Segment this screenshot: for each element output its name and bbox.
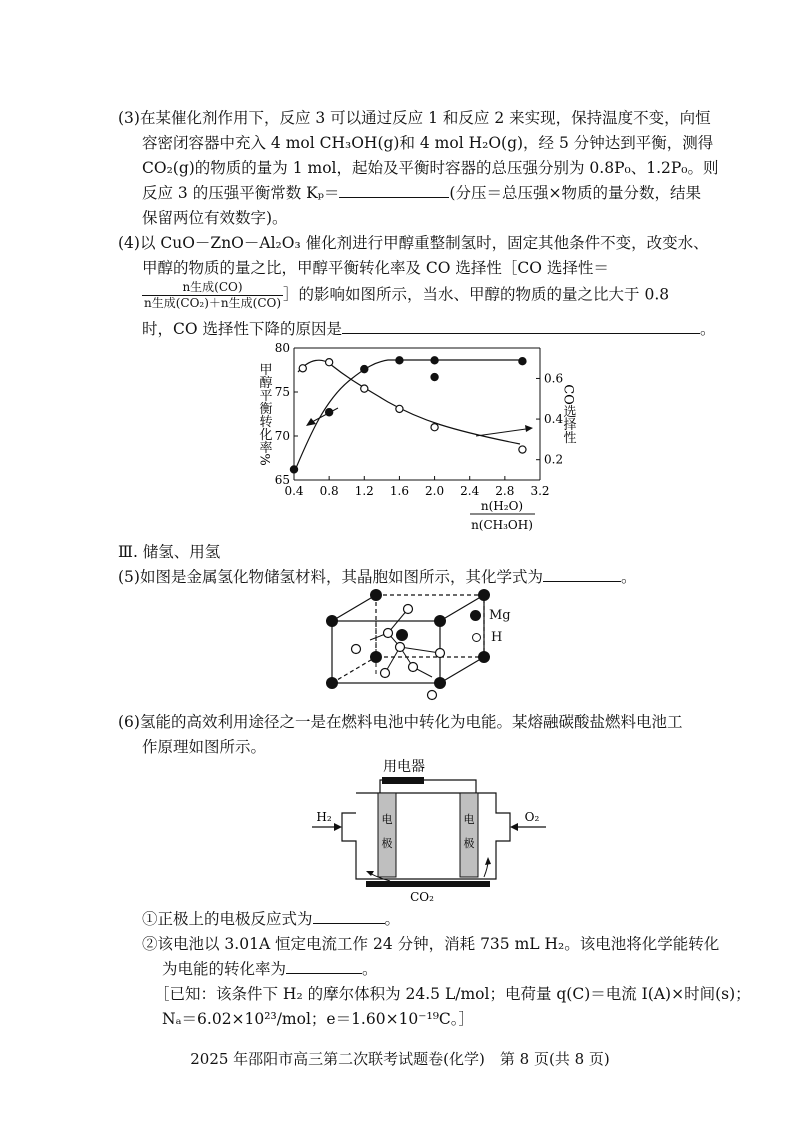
co2-arrowhead-right <box>485 857 491 865</box>
conversion-point <box>431 373 438 380</box>
q6-sub1 <box>118 907 742 932</box>
y-right-tick-label: 0.6 <box>544 371 564 386</box>
q3-line4a: 反应 3 的压强平衡常数 Kₚ＝ <box>142 184 340 202</box>
reason-answer-blank[interactable] <box>342 319 700 334</box>
conversion-point <box>519 358 526 365</box>
formula-answer-blank[interactable] <box>543 567 621 582</box>
fuel-cell-diagram <box>300 755 560 905</box>
mg-atom <box>396 629 408 641</box>
q3-line2: 容密闭容器中充入 4 mol CH₃OH(g)和 4 mol H₂O(g)，经 5 分钟达到平衡，测得 <box>142 134 714 152</box>
fraction-numerator: n生成(CO) <box>142 280 283 296</box>
mg-atom <box>326 615 338 627</box>
selectivity-point <box>431 424 438 431</box>
y-right-tick-label: 0.2 <box>544 452 564 467</box>
legend-mg-label: Mg <box>489 608 511 623</box>
h-atom <box>428 691 437 700</box>
legend-h <box>470 627 511 649</box>
electrode-left-char2: 极 <box>381 837 393 850</box>
q3-line4b: (分压＝总压强×物质的量分数，结果 <box>449 184 701 202</box>
q4-line4b: 。 <box>700 320 716 338</box>
x-label-numerator: n(H₂O) <box>480 499 524 513</box>
conversion-point <box>361 366 368 373</box>
electrode-right-char1: 电 <box>463 813 475 826</box>
h-atom <box>409 663 418 672</box>
q6-sub2-line2b: 。 <box>362 960 378 978</box>
conversion-point <box>290 466 297 473</box>
selectivity-point <box>396 405 403 412</box>
y-left-tick-label: 70 <box>274 429 290 443</box>
mg-atom <box>370 651 382 663</box>
x-tick-label: 0.8 <box>319 484 339 498</box>
x-tick-label: 1.2 <box>354 484 374 498</box>
crystal-legend <box>470 605 511 649</box>
o2-arrowhead <box>510 823 518 831</box>
selectivity-point <box>299 365 306 372</box>
x-label-denominator: n(CH₃OH) <box>471 518 533 532</box>
wire-right <box>424 780 476 793</box>
h2-arrowhead <box>334 823 342 831</box>
mg-atom <box>326 677 338 689</box>
q4-line3b: ］的影响如图所示，当水、甲醇的物质的量之比大于 0.8 <box>283 285 670 304</box>
bonds <box>370 609 440 677</box>
conversion-arrowhead <box>306 418 316 426</box>
page-footer: 2025 年邵阳市高三第二次联考试题卷(化学) 第 8 页(共 8 页) <box>190 1050 610 1068</box>
selectivity-curve <box>298 360 520 444</box>
q3-line1: (3)在某催化剂作用下，反应 3 可以通过反应 1 和反应 2 来实现，保持温度不变，向恒 <box>118 109 711 127</box>
fraction-denominator: n生成(CO₂)＋n生成(CO) <box>144 296 282 310</box>
conversion-point <box>431 357 438 364</box>
q4-line3 <box>118 280 742 311</box>
section3-title: Ⅲ. 储氢、用氢 <box>118 543 221 561</box>
mg-atom <box>478 589 490 601</box>
electrode-left-char1: 电 <box>381 813 393 826</box>
conversion-axis-arrow <box>312 408 338 422</box>
co2-arrowhead-left <box>366 871 374 876</box>
y-right-label: CO选择性 <box>560 384 576 444</box>
y-left-tick-label: 75 <box>274 385 290 399</box>
selectivity-point <box>519 446 526 453</box>
mg-atom <box>434 677 446 689</box>
q6-sub2-line1: ②该电池以 3.01A 恒定电流工作 24 分钟，消耗 735 mL H₂。该电池将化学能转化 <box>142 935 720 953</box>
co2-label: CO₂ <box>410 890 434 904</box>
x-tick-label: 2.8 <box>495 484 515 498</box>
legend-h-label: H <box>491 630 503 645</box>
selectivity-axis-arrow <box>476 429 526 436</box>
q6-sub1a: ①正极上的电极反应式为 <box>142 910 313 928</box>
conversion-point <box>396 357 403 364</box>
q5-text-a: (5)如图是金属氢化物储氢材料，其晶胞如图所示，其化学式为 <box>118 568 543 586</box>
legend-mg <box>470 605 511 627</box>
h2-label: H₂ <box>316 810 332 824</box>
device-bar <box>382 777 424 784</box>
h-atom <box>396 643 405 652</box>
q3-line3: CO₂(g)的物质的量为 1 mol，起始及平衡时容器的总压强分别为 0.8P₀、1.2P₀。则 <box>142 159 719 177</box>
q4-line2: 甲醇的物质的量之比，甲醇平衡转化率及 CO 选择性［CO 选择性＝ <box>142 259 609 277</box>
mg-atom <box>370 589 382 601</box>
q4-line4 <box>118 317 742 342</box>
wire-left <box>380 780 382 793</box>
x-tick-label: 2.0 <box>425 484 445 498</box>
h-legend-icon <box>472 633 481 642</box>
mg-legend-icon <box>470 610 481 621</box>
h-atom <box>384 629 393 638</box>
q5-text-b: 。 <box>620 568 637 586</box>
y-right-tick-label: 0.4 <box>544 412 564 427</box>
mg-atom <box>478 651 490 663</box>
co-selectivity-fraction <box>142 280 283 311</box>
electrode-left <box>378 793 396 877</box>
q6-known-line2: Nₐ＝6.02×10²³/mol；e＝1.60×10⁻¹⁹C。］ <box>162 1010 475 1028</box>
q6-known-line1: ［已知：该条件下 H₂ 的摩尔体积为 24.5 L/mol；电荷量 q(C)＝电流 I(A)×时间(s)； <box>154 985 751 1003</box>
selectivity-point <box>326 359 333 366</box>
efficiency-answer-blank[interactable] <box>286 959 362 974</box>
q6-sub2-line2 <box>118 957 762 982</box>
selectivity-point <box>361 385 368 392</box>
device-label: 用电器 <box>383 759 425 775</box>
q6-sub2-line2a: 为电能的转化率为 <box>162 960 287 978</box>
electrode-right <box>460 793 478 877</box>
q3-line4 <box>118 181 742 206</box>
o2-label: O₂ <box>524 810 540 824</box>
h-atom <box>381 669 390 678</box>
y-left-tick-label: 65 <box>274 473 290 487</box>
q6-line1: (6)氢能的高效利用途径之一是在燃料电池中转化为电能。某熔融碳酸盐燃料电池工 <box>118 713 683 731</box>
electrolyte-bar <box>366 881 490 887</box>
cell-body <box>342 793 510 879</box>
y-left-tick-label: 80 <box>274 341 290 355</box>
mg-atom <box>434 615 446 627</box>
selectivity-arrowhead <box>525 425 533 432</box>
kp-answer-blank[interactable] <box>339 183 449 198</box>
q4-line1: (4)以 CuO－ZnO－Al₂O₃ 催化剂进行甲醇重整制氢时，固定其他条件不变，改变水、 <box>118 234 709 252</box>
q6-sub1b: 。 <box>384 910 401 928</box>
x-tick-label: 1.6 <box>389 484 409 498</box>
y-left-label: 甲醇平衡转化率% <box>256 362 272 466</box>
h-atom <box>404 605 413 614</box>
electrode-right-char2: 极 <box>463 837 475 850</box>
electrode-equation-blank[interactable] <box>313 909 385 924</box>
q4-line4a: 时，CO 选择性下降的原因是 <box>142 320 342 338</box>
x-tick-label: 2.4 <box>460 484 480 498</box>
h-atom <box>436 649 445 658</box>
q3-line5: 保留两位有效数字)。 <box>142 209 288 227</box>
x-tick-label: 3.2 <box>530 484 550 498</box>
h-atom <box>352 645 361 654</box>
conversion-selectivity-chart <box>250 340 580 540</box>
q6-line2: 作原理如图所示。 <box>142 738 267 756</box>
x-tick-label: 0.4 <box>284 484 304 498</box>
